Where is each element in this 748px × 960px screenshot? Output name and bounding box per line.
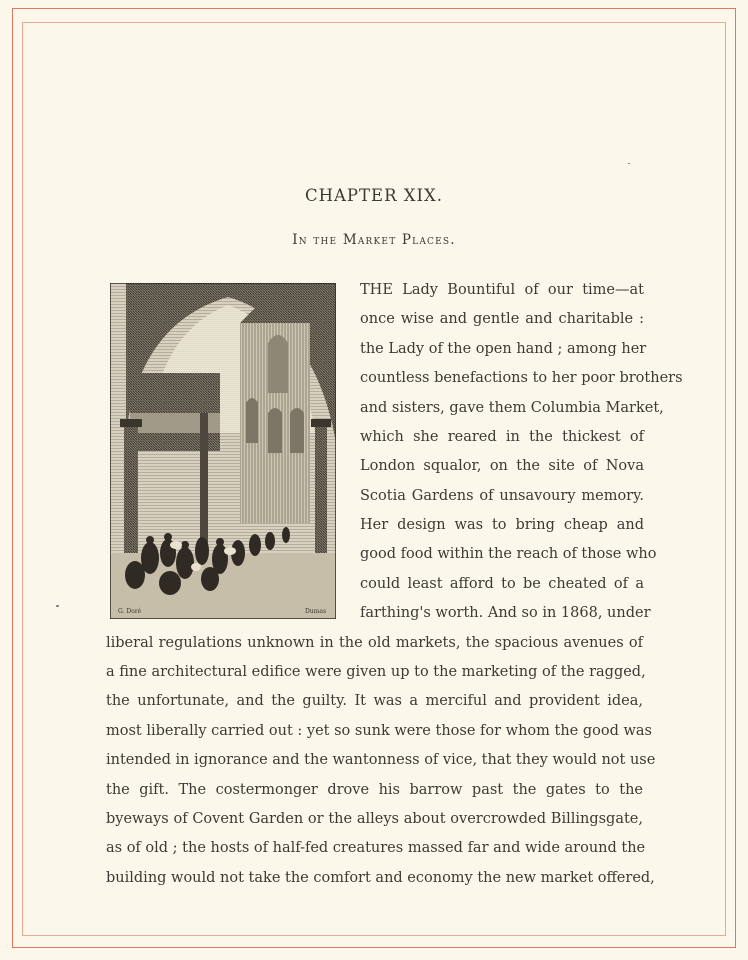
market-engraving-illustration	[110, 283, 336, 619]
chapter-heading: CHAPTER XIX.	[304, 186, 443, 205]
text-line: Her design was to bring cheap and	[360, 517, 644, 533]
text-line: byeways of Covent Garden or the alleys about overcrowded Billingsgate,	[106, 811, 643, 827]
text-line: liberal regulations unknown in the old markets, the spacious avenues of	[106, 635, 643, 651]
text-line: intended in ignorance and the wantonness of vice, that they would not use	[106, 752, 656, 768]
chapter-subtitle: In the Market Places.	[292, 232, 456, 248]
text-line: a fine architectural edifice were given up to the marketing of the ragged,	[106, 664, 646, 680]
text-line: good food within the reach of those who	[360, 546, 657, 562]
text-line: Scotia Gardens of unsavoury memory.	[360, 488, 644, 504]
text-line: once wise and gentle and charitable :	[360, 311, 644, 327]
text-line: the gift. The costermonger drove his barrow past the gates to the	[106, 782, 643, 798]
text-line: farthing's worth. And so in 1868, under	[360, 605, 651, 621]
text-line: the unfortunate, and the guilty. It was a merciful and provident idea,	[106, 693, 643, 709]
text-line: most liberally carried out : yet so sunk were those for whom the good was	[106, 723, 652, 739]
text-line: could least afford to be cheated of a	[360, 576, 644, 592]
engraving-signature-right: Dumas	[305, 608, 327, 615]
text-line: and sisters, gave them Columbia Market,	[360, 400, 664, 416]
text-line: London squalor, on the site of Nova	[360, 458, 644, 474]
text-line: building would not take the comfort and economy the new market offered,	[106, 870, 655, 886]
text-line: countless benefactions to her poor brothers	[360, 370, 683, 386]
paper-speck	[56, 605, 59, 607]
text-line: the Lady of the open hand ; among her	[360, 341, 647, 357]
paper-speck	[628, 163, 630, 164]
text-line: which she reared in the thickest of	[360, 429, 644, 445]
text-line: THE Lady Bountiful of our time—at	[360, 282, 644, 298]
engraving-signature-left: G. Doré	[118, 608, 142, 615]
text-line: as of old ; the hosts of half-fed creatures massed far and wide around the	[106, 840, 646, 856]
